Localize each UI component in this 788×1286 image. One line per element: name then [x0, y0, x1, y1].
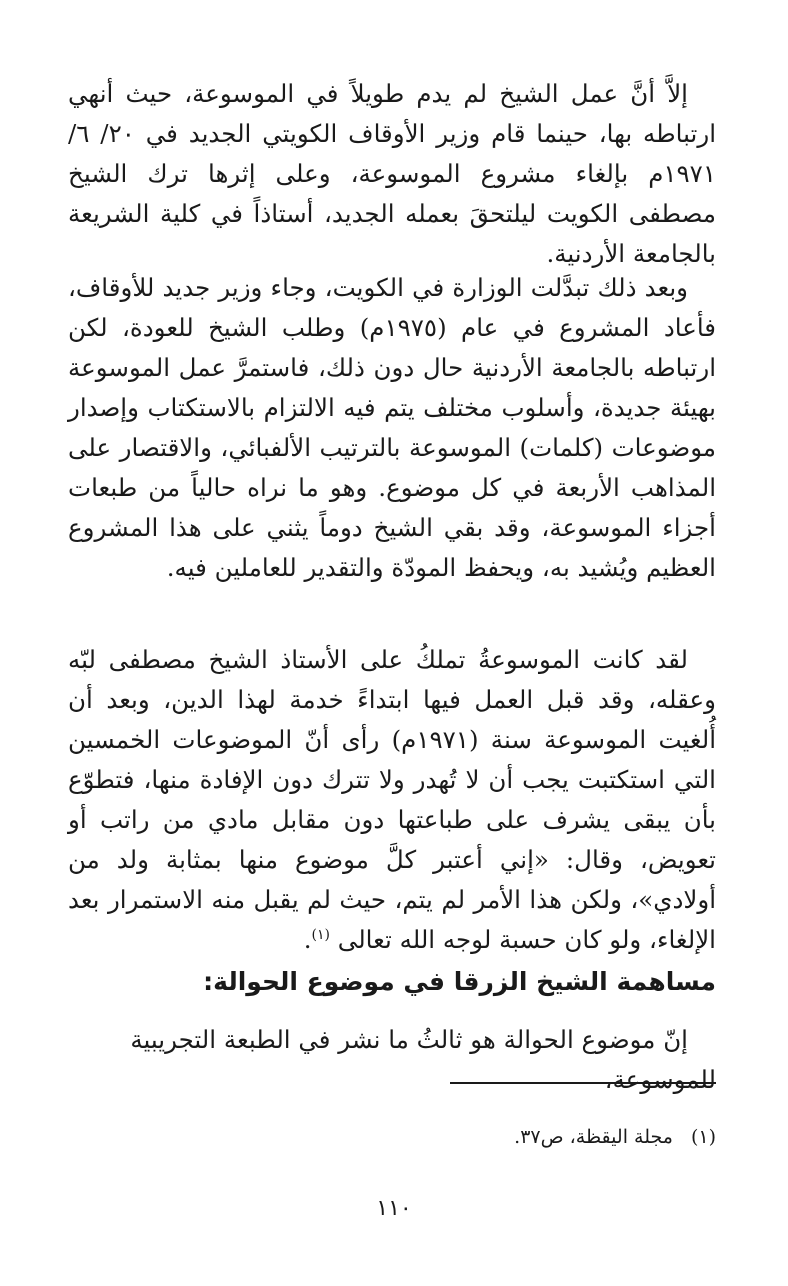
paragraph-2-text: وبعد ذلك تبدَّلت الوزارة في الكويت، وجاء وزير جديد للأوقاف، فأعاد المشروع في عام (١٩٧٥م) وطلب الشيخ للعودة، لكن ارتباطه بالجامعة الأردنية حال دون ذلك، فاستمرَّ عمل الموسوعة بهيئة جديدة، وأسلوب مختلف يتم فيه الالتزام بالاستكتاب وإصدار موضوعات (كلمات) الموسوعة بالترتيب الألفبائي، والاقتصار على المذاهب الأربعة في كل موضوع. وهو ما نراه حالياً من طبعات أجزاء الموسوعة، وقد بقي الشيخ دوماً يثني على هذا المشروع العظيم ويُشيد به، ويحفظ المودّة والتقدير للعاملين فيه. [68, 273, 716, 582]
footnote [68, 1122, 716, 1152]
section-heading: مساهمة الشيخ الزرقا في موضوع الحوالة: [203, 967, 716, 996]
paragraph-3-body: لقد كانت الموسوعةُ تملكُ على الأستاذ الشيخ مصطفى لبّه وعقله، وقد قبل العمل فيها ابتداءً خدمة لهذا الدين، وبعد أن أُلغيت الموسوعة سنة (١٩٧١م) رأى أنّ الموضوعات الخمسين التي استكتبت يجب أن لا تُهدر ولا تترك دون الإفادة منها، فتطوّع بأن يبقى يشرف على طباعتها دون مقابل مادي من راتب أو تعويض، وقال: «إني أعتبر كلَّ موضوع منها بمثابة ولد من أولادي»، ولكن هذا الأمر لم يتم، حيث لم يقبل منه الاستمرار بعد الإلغاء، ولو كان حسبة لوجه الله تعالى [68, 645, 717, 954]
paragraph-3-end: . [303, 925, 312, 954]
paragraph-2 [68, 268, 716, 588]
paragraph-4-text: إنّ موضوع الحوالة هو ثالثُ ما نشر في الطبعة التجريبية للموسوعة، [130, 1025, 716, 1094]
footnote-text: مجلة اليقظة، ص٣٧. [514, 1126, 673, 1148]
paragraph-4 [68, 1020, 716, 1100]
paragraph-1 [68, 74, 716, 274]
page-number: ١١٠ [376, 1196, 412, 1221]
footnote-reference: (١) [311, 926, 330, 943]
footnote-number: (١) [690, 1126, 716, 1148]
paragraph-3-text [68, 640, 716, 960]
footnote-divider [450, 1082, 716, 1084]
paragraph-1-text: إلاَّ أنَّ عمل الشيخ لم يدم طويلاً في الموسوعة، حيث أنهي ارتباطه بها، حينما قام وزير الأوقاف الكويتي الجديد في ٢٠/ ٦/ ١٩٧١م بإلغاء مشروع الموسوعة، وعلى إثرها ترك الشيخ مصطفى الكويت ليلتحقَ بعمله الجديد، أستاذاً في كلية الشريعة بالجامعة الأردنية. [68, 79, 717, 268]
paragraph-3 [68, 640, 716, 960]
